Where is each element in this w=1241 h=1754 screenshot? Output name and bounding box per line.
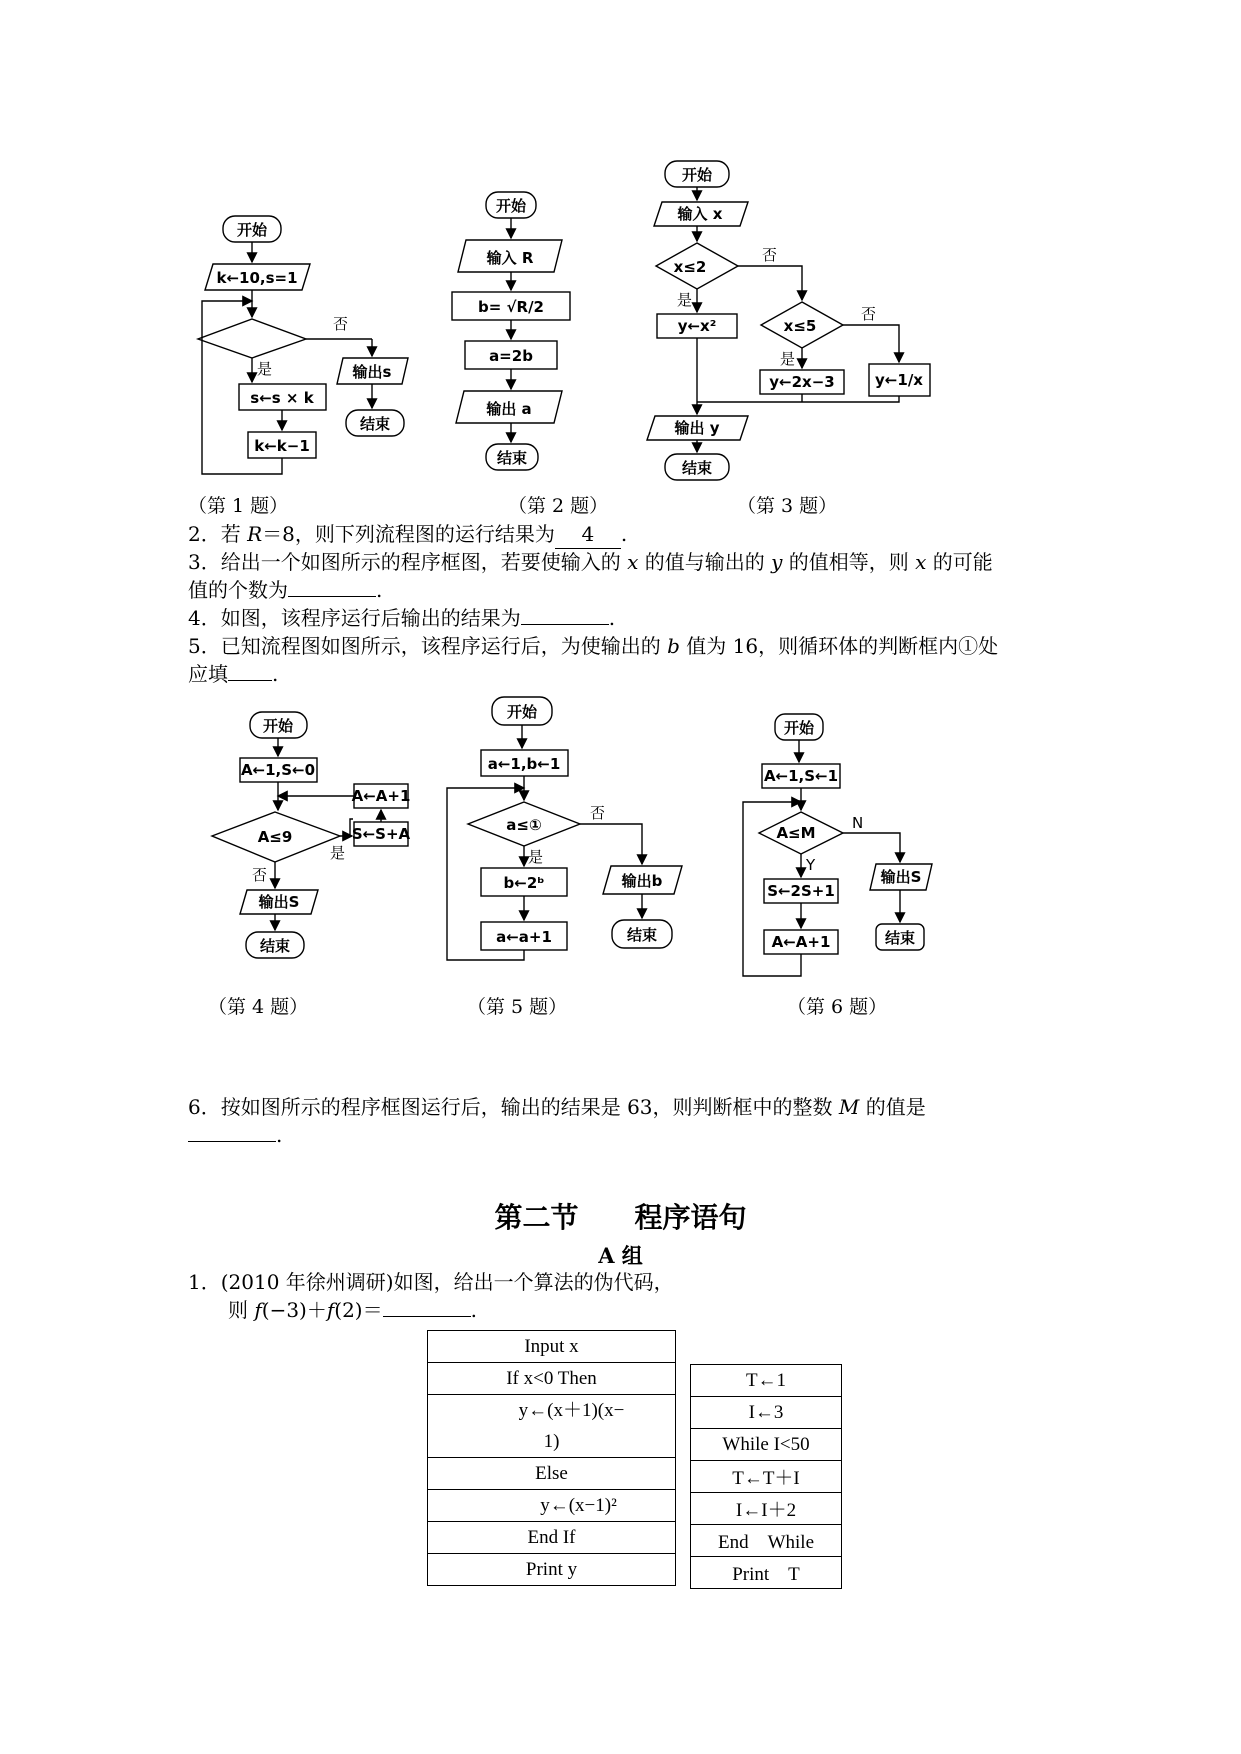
code1-line: Else	[428, 1458, 676, 1490]
question-5: 5．已知流程图如图所示，该程序运行后，为使输出的 b 值为 16，则循环体的判断框内①处 应填 .	[188, 634, 999, 686]
answer-blank-6	[188, 1141, 276, 1142]
fc4-update-s: S←S+A	[351, 825, 411, 843]
fc6-n-label: N	[852, 814, 864, 832]
code1-line: End If	[428, 1522, 676, 1554]
fc5-init: a←1,b←1	[487, 755, 561, 773]
code2-line: T←1	[691, 1365, 842, 1397]
question-2: 2．若 R＝8，则下列流程图的运行结果为 4 .	[188, 520, 627, 549]
code2-line: End While	[691, 1525, 842, 1557]
fc3-start: 开始	[681, 166, 713, 184]
caption-q3: （第 3 题）	[737, 495, 838, 517]
code1-line: y←(x＋1)(x− 1)	[428, 1395, 676, 1458]
pseudocode-table-2	[690, 1364, 842, 1589]
code2-line: I←3	[691, 1397, 842, 1429]
fc5-assign-b: b←2ᵇ	[503, 874, 545, 892]
fc5-yes-label: 是	[528, 848, 544, 866]
answer-blank-3	[288, 596, 376, 597]
fc3-cond1: x≤2	[673, 258, 707, 276]
fc4-output: 输出S	[258, 893, 300, 911]
fc6-y-label: Y	[806, 856, 816, 874]
fc6-assign-s: S←2S+1	[767, 882, 835, 900]
fc1-output: 输出s	[352, 363, 392, 381]
fc5-end: 结束	[626, 926, 658, 944]
fc5-cond: a≤①	[506, 816, 542, 834]
fc3-end: 结束	[681, 459, 713, 477]
fc3-cond2: x≤5	[783, 317, 817, 335]
caption-q4: （第 4 题）	[208, 996, 309, 1018]
fc1-start: 开始	[236, 221, 268, 239]
caption-q5: （第 5 题）	[467, 996, 568, 1018]
fc3-assign3: y←1/x	[875, 371, 923, 389]
flowchart-6	[743, 714, 932, 976]
caption-q1: （第 1 题）	[188, 495, 289, 517]
fc4-yes-label: 是	[330, 844, 346, 862]
fc1-assign-k: k←k−1	[254, 437, 310, 455]
answer-blank-5	[228, 680, 272, 681]
fc2-start: 开始	[495, 197, 527, 215]
fc3-yes1-label: 是	[677, 291, 693, 309]
fc5-assign-a: a←a+1	[496, 928, 552, 946]
flowchart-4	[212, 712, 411, 958]
fc4-start: 开始	[262, 717, 294, 735]
fc3-assign1: y←x²	[677, 317, 717, 335]
fc4-update-a: A←A+1	[351, 787, 411, 805]
fc3-yes2-label: 是	[780, 350, 796, 368]
fc5-start: 开始	[506, 703, 538, 721]
fc3-output: 输出 y	[674, 419, 720, 437]
group-title: A 组	[598, 1243, 643, 1268]
fc3-no1-label: 否	[762, 246, 778, 264]
fc4-cond: A≤9	[257, 828, 293, 846]
pseudocode-table-1	[427, 1330, 676, 1586]
fc1-end: 结束	[359, 415, 391, 433]
fc6-end: 结束	[884, 929, 916, 947]
section2-question-1: 1．(2010 年徐州调研)如图，给出一个算法的伪代码， 则 f(−3)＋f(2)＝ .	[188, 1270, 674, 1322]
code1-line: If x<0 Then	[428, 1363, 676, 1395]
code2-line: Print T	[691, 1557, 842, 1589]
fc2-input: 输入 R	[486, 249, 534, 267]
flowchart-2	[452, 192, 570, 470]
section-title: 第二节 程序语句	[494, 1201, 747, 1234]
question-3: 3．给出一个如图所示的程序框图，若要使输入的 x 的值与输出的 y 的值相等，则 x 的可能 值的个数为 .	[188, 550, 993, 602]
code2-line: T←T＋I	[691, 1461, 842, 1493]
fc4-end: 结束	[259, 937, 291, 955]
code2-line: While I<50	[691, 1429, 842, 1461]
fc1-init: k←10,s=1	[216, 269, 298, 287]
fc5-no-label: 否	[590, 804, 606, 822]
answer-blank-2: 4	[555, 520, 621, 549]
flowchart-1	[198, 216, 408, 474]
code1-line: Print y	[428, 1554, 676, 1586]
fc3-assign2: y←2x−3	[769, 373, 835, 391]
fc3-input: 输入 x	[677, 205, 723, 223]
fc2-b-assign: b= √R/2	[478, 298, 544, 316]
answer-blank-4	[521, 624, 609, 625]
fc1-assign-s: s←s × k	[250, 389, 314, 407]
fc5-output: 输出b	[621, 872, 663, 890]
flowchart-3	[647, 161, 930, 480]
fc6-output: 输出S	[880, 868, 922, 886]
fc2-end: 结束	[496, 449, 528, 467]
fc6-start: 开始	[783, 719, 815, 737]
caption-q6: （第 6 题）	[787, 996, 888, 1018]
code1-line: y←(x−1)²	[428, 1490, 676, 1522]
caption-q2: （第 2 题）	[508, 495, 609, 517]
fc6-init: A←1,S←1	[763, 767, 839, 785]
question-6: 6．按如图所示的程序框图运行后，输出的结果是 63，则判断框中的整数 M 的值是 .	[188, 1095, 926, 1147]
fc1-no-label: 否	[333, 315, 349, 333]
flowchart-5	[447, 697, 682, 960]
fc4-init: A←1,S←0	[240, 761, 316, 779]
fc1-yes-label: 是	[257, 360, 273, 378]
fc2-a-assign: a=2b	[489, 347, 533, 365]
fc3-no2-label: 否	[861, 305, 877, 323]
code2-line: I←I＋2	[691, 1493, 842, 1525]
code1-line: Input x	[428, 1331, 676, 1363]
fc6-assign-a: A←A+1	[771, 933, 831, 951]
question-4: 4．如图，该程序运行后输出的结果为 .	[188, 606, 616, 630]
fc4-no-label: 否	[252, 866, 268, 884]
answer-blank-s2-1	[383, 1316, 471, 1317]
fc2-output: 输出 a	[486, 400, 532, 418]
fc6-cond: A≤M	[776, 824, 816, 842]
